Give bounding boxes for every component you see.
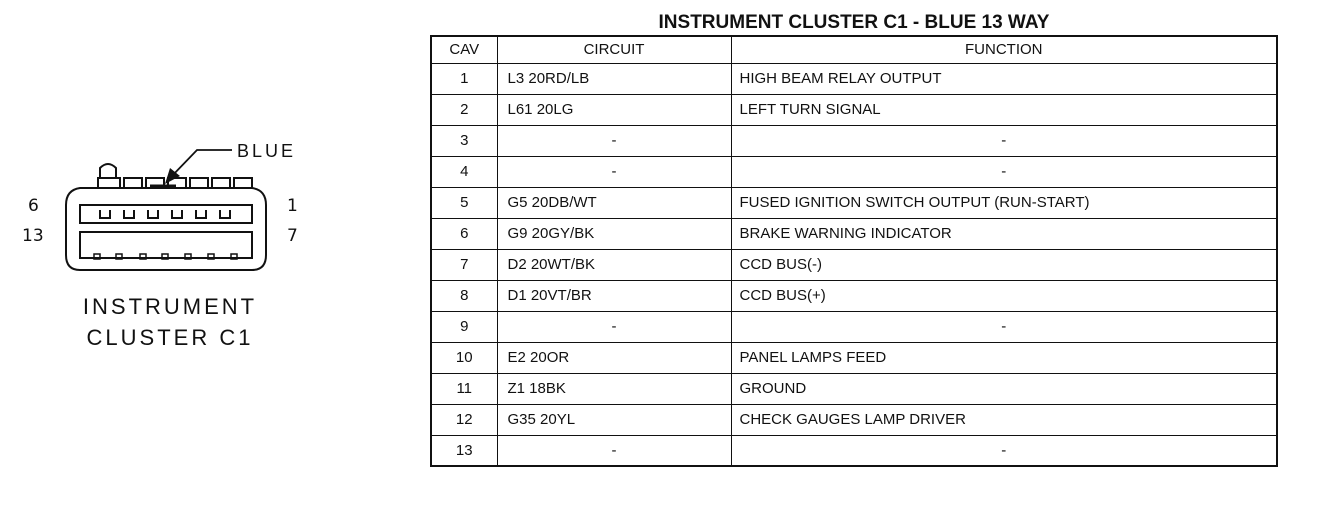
cell-cav: 4 bbox=[431, 156, 497, 187]
table-row bbox=[431, 342, 1277, 373]
connector-upper-cavity-row bbox=[80, 205, 252, 223]
header-circuit: CIRCUIT bbox=[497, 36, 731, 63]
cell-function: BRAKE WARNING INDICATOR bbox=[731, 218, 1277, 249]
connector-upper-pins bbox=[100, 210, 230, 218]
table-title: INSTRUMENT CLUSTER C1 - BLUE 13 WAY bbox=[658, 12, 1050, 33]
table-row bbox=[431, 63, 1277, 94]
cell-cav: 7 bbox=[431, 249, 497, 280]
cell-cav: 1 bbox=[431, 63, 497, 94]
table-row bbox=[431, 125, 1277, 156]
cell-function: CCD BUS(+) bbox=[731, 280, 1277, 311]
cell-circuit: G35 20YL bbox=[497, 404, 731, 435]
table-row bbox=[431, 218, 1277, 249]
table-row bbox=[431, 373, 1277, 404]
connector-name bbox=[60, 291, 280, 353]
cell-circuit: Z1 18BK bbox=[497, 373, 731, 404]
cell-cav: 9 bbox=[431, 311, 497, 342]
pinout-table bbox=[430, 35, 1278, 467]
cell-circuit: - bbox=[497, 156, 731, 187]
cell-cav: 13 bbox=[431, 435, 497, 466]
pin-label-top-left: 6 bbox=[28, 196, 39, 216]
cell-cav: 6 bbox=[431, 218, 497, 249]
blue-pointer-line bbox=[170, 150, 232, 178]
connector-name-line1: INSTRUMENT bbox=[82, 294, 258, 319]
cell-circuit: E2 20OR bbox=[497, 342, 731, 373]
table-body bbox=[431, 63, 1277, 466]
cell-cav: 5 bbox=[431, 187, 497, 218]
cell-circuit: - bbox=[497, 125, 731, 156]
cell-cav: 12 bbox=[431, 404, 497, 435]
cell-circuit: - bbox=[497, 435, 731, 466]
cell-function: - bbox=[731, 435, 1277, 466]
cell-function: - bbox=[731, 125, 1277, 156]
connector-latch bbox=[100, 164, 116, 178]
cell-function: GROUND bbox=[731, 373, 1277, 404]
table-row bbox=[431, 156, 1277, 187]
table-row bbox=[431, 311, 1277, 342]
connector-color-label: BLUE bbox=[237, 141, 297, 161]
cell-circuit: G5 20DB/WT bbox=[497, 187, 731, 218]
pin-label-bottom-right: 7 bbox=[287, 226, 298, 246]
pin-label-bottom-left: 13 bbox=[22, 226, 44, 246]
cell-circuit: L61 20LG bbox=[497, 94, 731, 125]
header-cav: CAV bbox=[431, 36, 497, 63]
table-row bbox=[431, 187, 1277, 218]
cell-function: CHECK GAUGES LAMP DRIVER bbox=[731, 404, 1277, 435]
cell-function: LEFT TURN SIGNAL bbox=[731, 94, 1277, 125]
cell-cav: 11 bbox=[431, 373, 497, 404]
table-row bbox=[431, 280, 1277, 311]
cell-function: - bbox=[731, 311, 1277, 342]
cell-circuit: D1 20VT/BR bbox=[497, 280, 731, 311]
cell-function: CCD BUS(-) bbox=[731, 249, 1277, 280]
pin-label-top-right: 1 bbox=[287, 196, 298, 216]
table-row bbox=[431, 249, 1277, 280]
cell-circuit: L3 20RD/LB bbox=[497, 63, 731, 94]
cell-circuit: G9 20GY/BK bbox=[497, 218, 731, 249]
connector-name-line2: CLUSTER C1 bbox=[86, 325, 254, 350]
cell-cav: 3 bbox=[431, 125, 497, 156]
cell-function: PANEL LAMPS FEED bbox=[731, 342, 1277, 373]
cell-circuit: D2 20WT/BK bbox=[497, 249, 731, 280]
table-row bbox=[431, 435, 1277, 466]
cell-cav: 10 bbox=[431, 342, 497, 373]
cell-function: FUSED IGNITION SWITCH OUTPUT (RUN-START) bbox=[731, 187, 1277, 218]
cell-function: - bbox=[731, 156, 1277, 187]
cell-cav: 8 bbox=[431, 280, 497, 311]
table-row bbox=[431, 94, 1277, 125]
table-row bbox=[431, 404, 1277, 435]
cell-cav: 2 bbox=[431, 94, 497, 125]
cell-function: HIGH BEAM RELAY OUTPUT bbox=[731, 63, 1277, 94]
header-function: FUNCTION bbox=[731, 36, 1277, 63]
cell-circuit: - bbox=[497, 311, 731, 342]
table-header-row bbox=[431, 36, 1277, 63]
